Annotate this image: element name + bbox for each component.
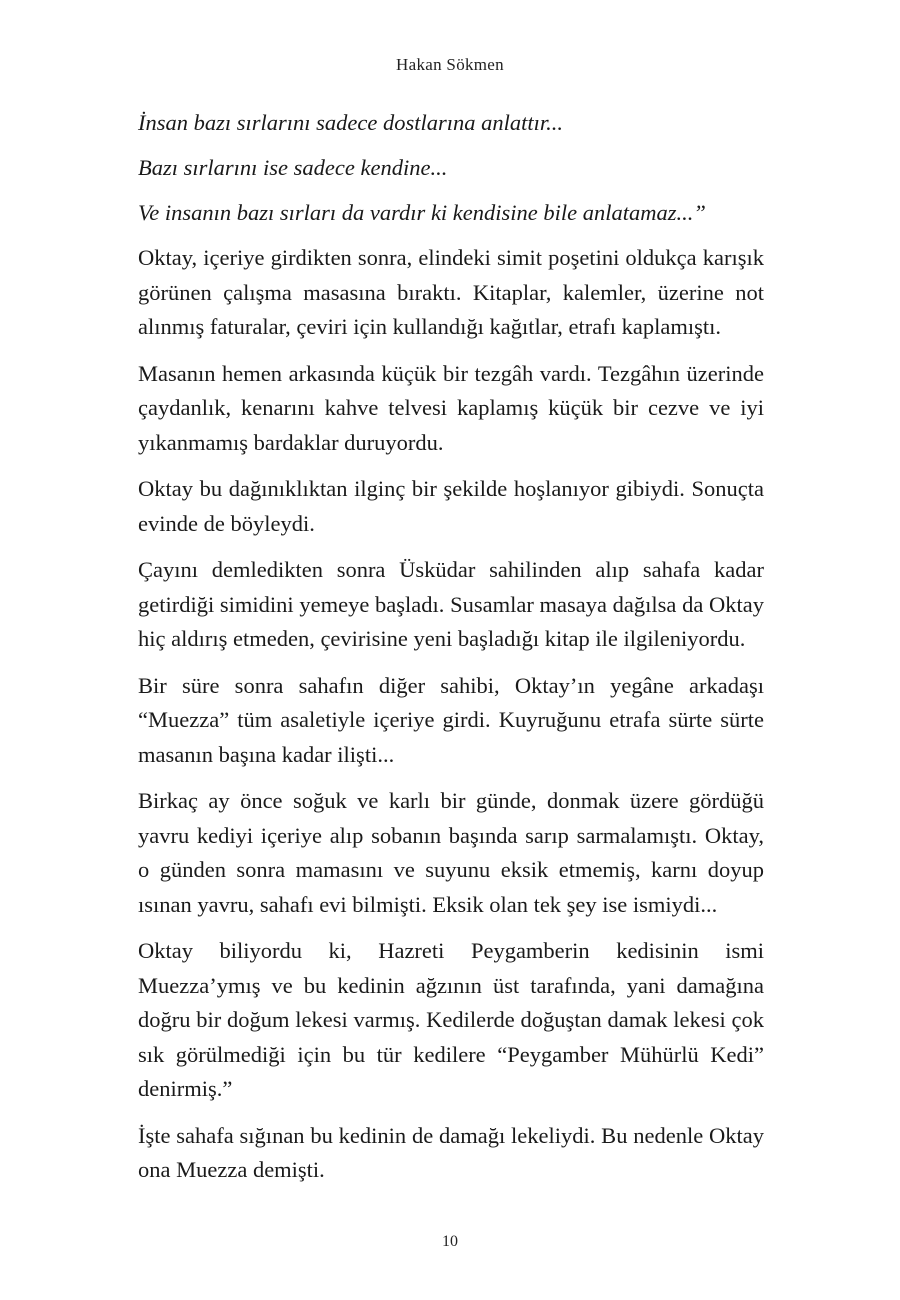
paragraph: İşte sahafa sığınan bu kedinin de damağı lekeliydi. Bu nedenle Oktay ona Muezza demişti. xyxy=(138,1122,764,1182)
paragraph: Oktay biliyordu ki, Hazreti Peygamberin kedisinin ismi Muezza’ymış ve bu kedinin ağzının üst tarafında, yani damağına doğru bir doğum lekesi varmış. Kedilerde doğuştan damak lekesi çok sık görülmediği için bu tür kedilere “Peygamber Mühürlü Kedi” denirmiş.” xyxy=(138,938,764,1101)
body-text xyxy=(138,106,764,1200)
paragraph: Çayını demledikten sonra Üsküdar sahilinden alıp sahafa kadar getirdiği simidini yemeye başladı. Susamlar masaya dağılsa da Oktay hiç aldırış etmeden, çevirisine yeni başladığı kitap ile ilgileniyordu. xyxy=(138,557,764,651)
quote-line: Ve insanın bazı sırları da vardır ki kendisine bile anlatamaz...” xyxy=(138,200,706,225)
paragraph: Birkaç ay önce soğuk ve karlı bir günde, donmak üzere gördüğü yavru kediyi içeriye alıp sobanın başında sarıp sarmalamıştı. Oktay, o günden sonra mamasını ve suyunu eksik etmemiş, karnı doyup ısınan yavru, sahafı evi bilmişti. Eksik olan tek şey ise ismiydi... xyxy=(138,788,764,917)
paragraph: Bir süre sonra sahafın diğer sahibi, Oktay’ın yegâne arkadaşı “Muezza” tüm asaletiyle içeriye girdi. Kuyruğunu etrafa sürte sürte masanın başına kadar ilişti... xyxy=(138,672,764,767)
page-number: 10 xyxy=(442,1233,458,1250)
paragraph: Masanın hemen arkasında küçük bir tezgâh vardı. Tezgâhın üzerinde çaydanlık, kenarını kahve telvesi kaplamış küçük bir cezve ve iyi yıkanmamış bardaklar duruyordu. xyxy=(138,360,764,455)
paragraph: Oktay, içeriye girdikten sonra, elindeki simit poşetini oldukça karışık görünen çalışma masasına bıraktı. Kitaplar, kalemler, üzerine not alınmış faturalar, çeviri için kullandığı kağıtlar, etrafı kaplamıştı. xyxy=(138,245,764,339)
quote-line: İnsan bazı sırlarını sadece dostlarına anlattır... xyxy=(138,110,564,135)
paragraph: Oktay bu dağınıklıktan ilginç bir şekilde hoşlanıyor gibiydi. Sonuçta evinde de böyleydi. xyxy=(138,476,764,536)
running-header-author: Hakan Sökmen xyxy=(396,55,504,74)
quote-line: Bazı sırlarını ise sadece kendine... xyxy=(138,155,448,180)
